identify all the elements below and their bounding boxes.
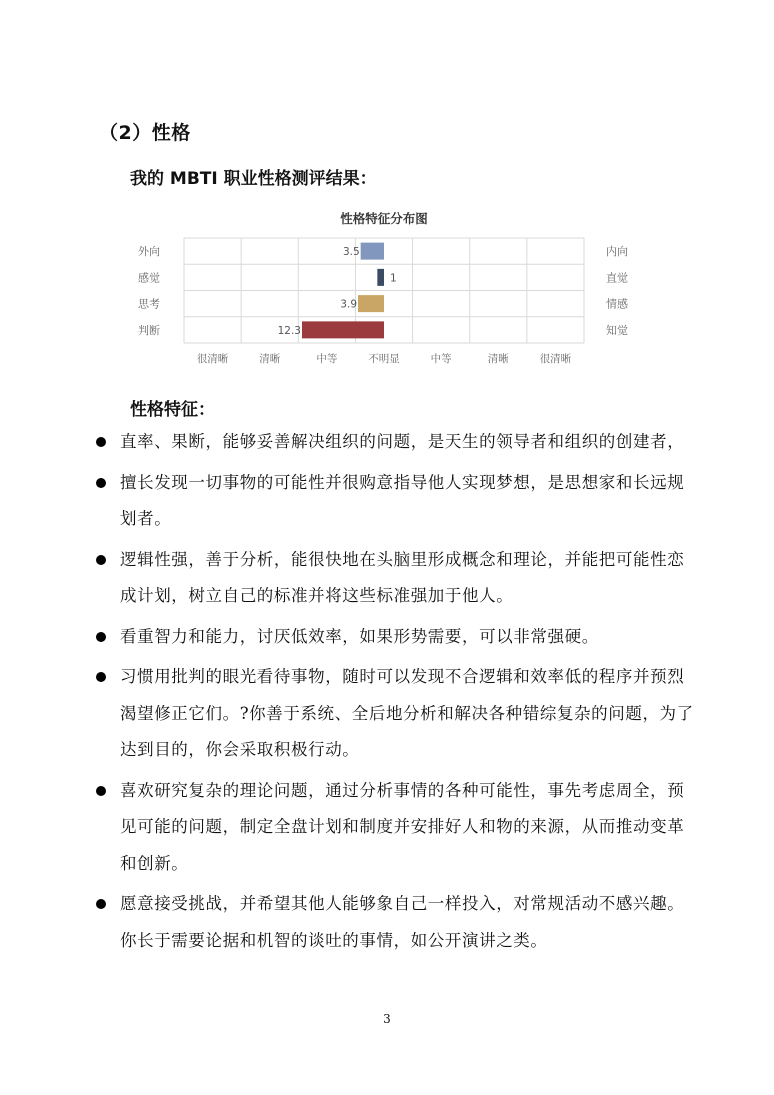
page-number: 3 <box>383 1012 391 1026</box>
trait-list <box>94 424 694 963</box>
trait-item <box>94 465 694 538</box>
bullet-icon <box>96 672 106 682</box>
personality-chart <box>130 204 650 372</box>
trait-item <box>94 886 694 959</box>
x-tick-label: 很清晰 <box>196 353 229 365</box>
bar-2 <box>377 269 384 286</box>
trait-item <box>94 773 694 883</box>
right-trait-label: 直觉 <box>606 271 628 285</box>
right-trait-label: 内向 <box>606 245 628 259</box>
trait-text: 逻辑性强，善于分析，能很快地在头脑里形成概念和理论，并能把可能性恋成计划，树立自己的标准并将这些标准强加于他人。 <box>120 549 685 605</box>
left-trait-label: 判断 <box>138 323 160 337</box>
x-tick-label: 中等 <box>316 353 338 365</box>
chart-title: 性格特征分布图 <box>340 211 428 226</box>
left-trait-label: 思考 <box>138 297 160 311</box>
trait-text: 擅长发现一切事物的可能性并很购意指导他人实现梦想，是思想家和长远规划者。 <box>120 472 685 528</box>
section-heading: （2）性格 <box>99 122 191 144</box>
bullet-icon <box>96 899 106 909</box>
bar-1 <box>361 243 384 260</box>
bullet-icon <box>96 786 106 796</box>
right-trait-label: 知觉 <box>606 323 628 337</box>
data-label: 3.9 <box>340 298 357 311</box>
x-tick-label: 不明显 <box>368 353 400 365</box>
trait-item <box>94 619 694 656</box>
data-label: 12.3 <box>277 324 301 337</box>
trait-text: 习惯用批判的眼光看待事物，随时可以发现不合逻辑和效率低的程序并预烈渴望修正它们。?你善于系统、全后地分析和解决各种错综复杂的问题，为了达到目的，你会采取积极行动。 <box>120 667 694 759</box>
mbti-result-heading: 我的 MBTI 职业性格测评结果： <box>130 169 377 189</box>
x-tick-label: 清晰 <box>259 353 281 365</box>
trait-text: 喜欢研究复杂的理论问题，通过分析事情的各种可能性，事先考虑周全，预见可能的问题，制定全盘计划和制度并安排好人和物的来源，从而推动变革和创新。 <box>120 780 685 873</box>
right-trait-label: 情感 <box>606 297 628 311</box>
data-label: 1 <box>390 272 397 285</box>
trait-text: 看重智力和能力，讨厌低效率，如果形势需要，可以非常强硬。 <box>120 626 599 646</box>
personality-chart-svg <box>130 204 650 372</box>
trait-text: 愿意接受挑战，并希望其他人能够象自己一样投入，对常规活动不感兴趣。你长于需要论据和机智的谈吐的事情，如公开演讲之类。 <box>120 894 685 950</box>
bullet-icon <box>96 437 106 447</box>
bullet-icon <box>96 632 106 642</box>
trait-item <box>94 659 694 769</box>
x-tick-label: 很清晰 <box>539 353 572 365</box>
data-label: 3.5 <box>342 246 360 259</box>
trait-text: 直率、果断，能够妥善解决组织的问题，是天生的领导者和组织的创建者， <box>120 432 685 451</box>
bar-4 <box>302 321 384 338</box>
left-trait-label: 外向 <box>138 245 160 259</box>
left-trait-label: 感觉 <box>138 271 160 285</box>
bullet-icon <box>96 478 106 488</box>
x-tick-label: 清晰 <box>487 353 509 365</box>
traits-heading: 性格特征： <box>130 400 215 420</box>
trait-item <box>94 424 694 461</box>
bullet-icon <box>96 555 106 565</box>
bar-3 <box>358 295 384 312</box>
trait-item <box>94 542 694 615</box>
x-tick-label: 中等 <box>430 353 452 365</box>
